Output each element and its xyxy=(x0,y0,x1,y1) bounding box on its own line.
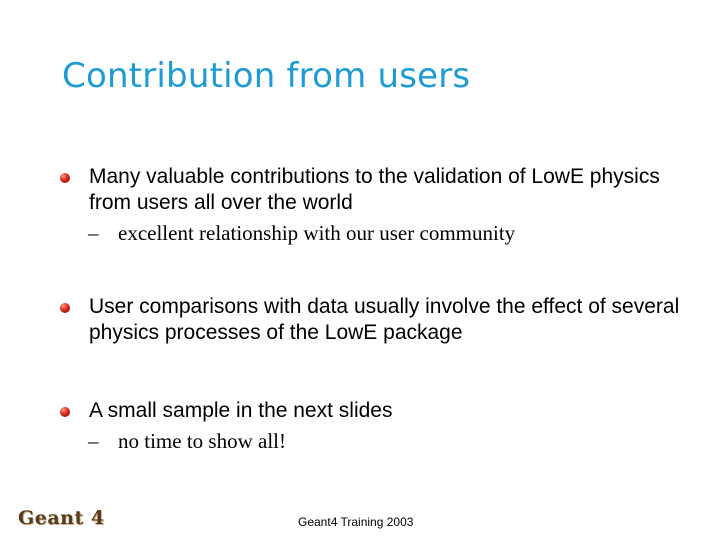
bullet-text: Many valuable contributions to the validation of LowE physics from users all over the world xyxy=(89,165,660,214)
geant4-logo: Geant 4 xyxy=(18,507,105,529)
bullet-text: User comparisons with data usually involve the effect of several physics processes of the LowE package xyxy=(89,295,680,344)
sub-bullet-text: no time to show all! xyxy=(118,429,286,453)
bullet-2 xyxy=(60,294,680,346)
bullet-dot-icon xyxy=(60,407,70,417)
sub-bullet-text: excellent relationship with our user community xyxy=(118,221,516,245)
bullet-dot-icon xyxy=(60,173,70,183)
bullet-dot-icon xyxy=(60,303,70,313)
bullet-3 xyxy=(60,398,680,454)
dash-marker: – xyxy=(88,221,99,245)
sub-bullet xyxy=(60,428,680,454)
bullet-1 xyxy=(60,164,680,246)
footer-text: Geant4 Training 2003 xyxy=(298,515,414,529)
slide-title: Contribution from users xyxy=(62,56,471,96)
bullet-text: A small sample in the next slides xyxy=(89,399,393,422)
dash-marker: – xyxy=(88,429,99,453)
sub-bullet xyxy=(60,220,680,246)
